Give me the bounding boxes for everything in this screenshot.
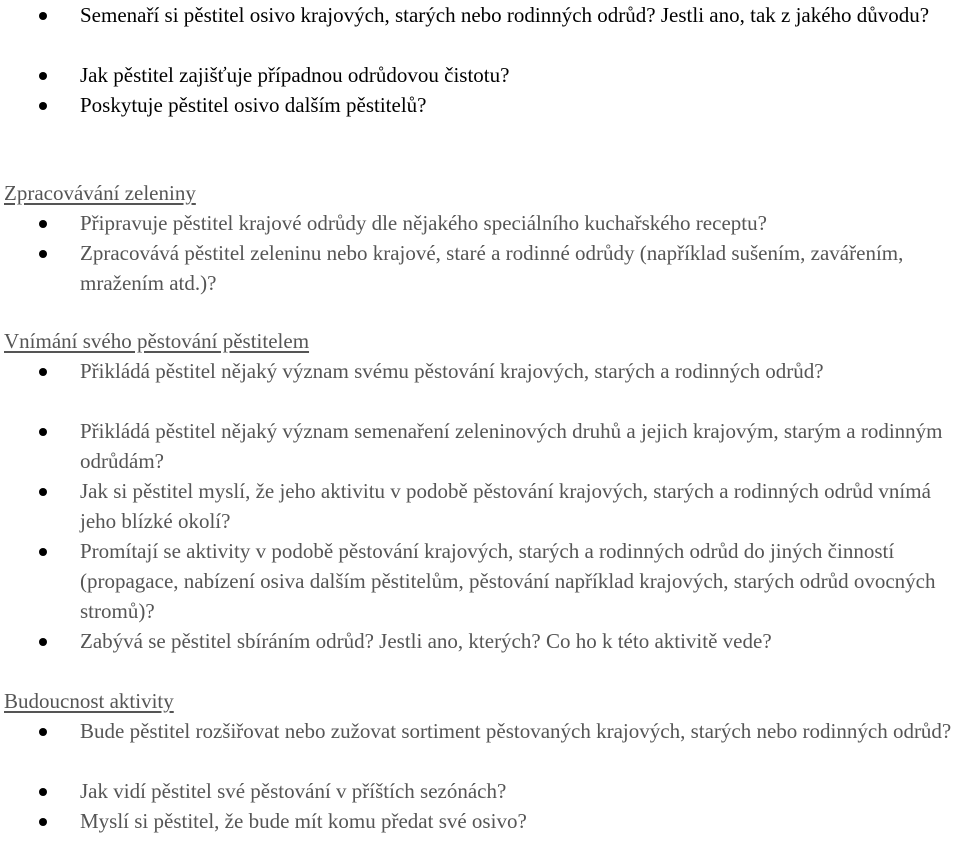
list-item: Semenaří si pěstitel osivo krajových, starých nebo rodinných odrůd? Jestli ano, tak z jakého důvodu? [80,3,930,27]
bullet-icon [39,428,47,436]
list-item: Zabývá se pěstitel sbíráním odrůd? Jestli ano, kterých? Co ho k této aktivitě vede? [80,629,772,653]
bullet-icon [39,250,47,258]
bullet-icon [39,488,47,496]
list-item: Promítají se aktivity v podobě pěstování krajových, starých a rodinných odrůd do jiných činností (propagace, nabízení osiva dalším pěstitelům, pěstování například krajových, starých odrůd ovocných stromů)? [80,539,936,623]
bullet-icon [39,368,47,376]
section-heading-vnimani: Vnímání svého pěstování pěstitelem [4,329,310,353]
list-item: Poskytuje pěstitel osivo dalším pěstitelů? [80,93,427,117]
bullet-icon [39,638,47,646]
list-item: Připravuje pěstitel krajové odrůdy dle nějakého speciálního kuchařského receptu? [80,211,767,235]
section-heading-zpracovavani: Zpracovávání zeleniny [4,181,196,205]
bullet-icon [39,102,47,110]
bullet-icon [39,788,47,796]
bullet-icon [39,818,47,826]
section-heading-budoucnost: Budoucnost aktivity [4,689,174,713]
bullet-icon [39,72,47,80]
list-item: Jak si pěstitel myslí, že jeho aktivitu v podobě pěstování krajových, starých a rodinných odrůd vnímá jeho blízké okolí? [80,479,931,533]
list-item: Přikládá pěstitel nějaký význam semenaření zeleninových druhů a jejich krajovým, starým a rodinným odrůdám? [80,419,943,473]
bullet-icon [39,12,47,20]
list-item: Jak vidí pěstitel své pěstování v příštích sezónách? [80,779,507,803]
list-item: Jak pěstitel zajišťuje případnou odrůdovou čistotu? [80,63,510,87]
list-item: Zpracovává pěstitel zeleninu nebo krajové, staré a rodinné odrůdy (například sušením, zavářením, mražením atd.)? [80,241,904,295]
list-item: Přikládá pěstitel nějaký význam svému pěstování krajových, starých a rodinných odrůd? [80,359,824,383]
list-item: Myslí si pěstitel, že bude mít komu předat své osivo? [80,809,527,833]
bullet-icon [39,548,47,556]
list-item: Bude pěstitel rozšiřovat nebo zužovat sortiment pěstovaných krajových, starých nebo rodinných odrůd? [80,719,952,743]
bullet-icon [39,728,47,736]
bullet-icon [39,220,47,228]
